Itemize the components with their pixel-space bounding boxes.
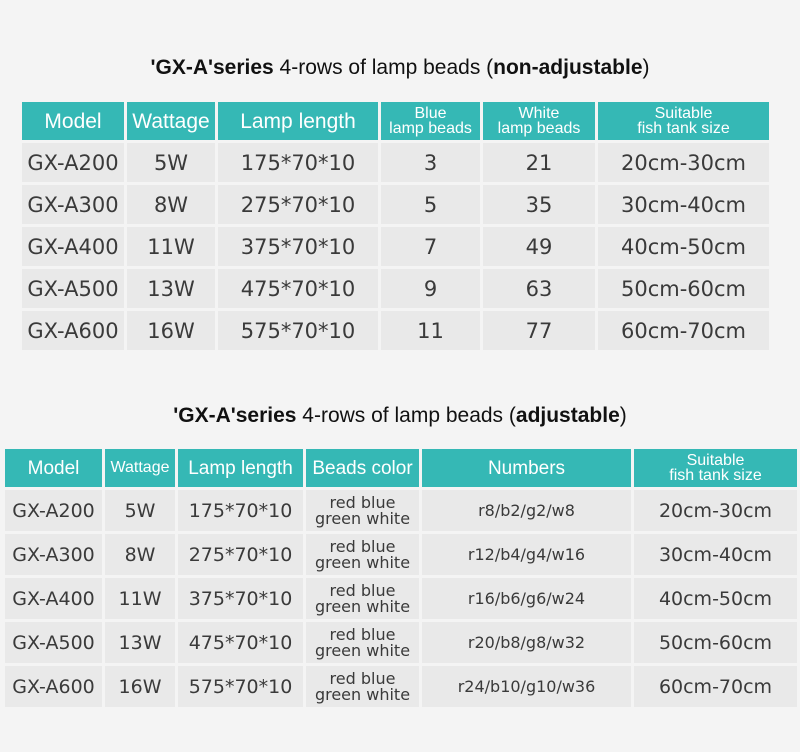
cell-length: 375*70*10 <box>178 578 303 619</box>
table-row <box>22 143 769 182</box>
cell-model: GX-A600 <box>5 666 102 707</box>
header-numbers: Numbers <box>422 449 631 487</box>
cell-model: GX-A300 <box>5 534 102 575</box>
header-beads-color: Beads color <box>306 449 419 487</box>
header-line: White <box>518 104 560 122</box>
table-row <box>5 622 797 663</box>
cell-white: 21 <box>483 143 595 182</box>
cell-length: 575*70*10 <box>218 311 378 350</box>
cell-tank: 60cm-70cm <box>634 666 797 707</box>
table-row <box>22 269 769 308</box>
cell-wattage: 16W <box>127 311 215 350</box>
table-row <box>22 185 769 224</box>
cell-tank: 40cm-50cm <box>634 578 797 619</box>
cell-tank: 30cm-40cm <box>634 534 797 575</box>
cell-beads-color <box>306 666 419 707</box>
table-header-row <box>5 449 797 487</box>
cell-tank: 50cm-60cm <box>598 269 769 308</box>
cell-tank: 60cm-70cm <box>598 311 769 350</box>
header-line: fish tank size <box>637 120 730 137</box>
header-line: Suitable <box>654 104 713 122</box>
header-lamp-length: Lamp length <box>218 102 378 140</box>
cell-blue: 11 <box>381 311 480 350</box>
cell-model: GX-A600 <box>22 311 124 350</box>
adjustable-spec-table <box>2 446 800 710</box>
cell-white: 35 <box>483 185 595 224</box>
title-middle: 4-rows of lamp beads ( <box>296 404 516 427</box>
table-row <box>5 666 797 707</box>
cell-white: 77 <box>483 311 595 350</box>
title-type: non-adjustable <box>493 56 643 79</box>
cell-length: 275*70*10 <box>178 534 303 575</box>
beads-line: green white <box>314 596 411 616</box>
cell-beads-color <box>306 578 419 619</box>
cell-length: 375*70*10 <box>218 227 378 266</box>
cell-tank: 50cm-60cm <box>634 622 797 663</box>
cell-numbers: r8/b2/g2/w8 <box>422 490 631 531</box>
cell-wattage: 11W <box>127 227 215 266</box>
cell-numbers: r12/b4/g4/w16 <box>422 534 631 575</box>
cell-numbers: r24/b10/g10/w36 <box>422 666 631 707</box>
table-row <box>22 227 769 266</box>
cell-white: 63 <box>483 269 595 308</box>
header-lamp-length: Lamp length <box>178 449 303 487</box>
cell-model: GX-A400 <box>5 578 102 619</box>
cell-numbers: r16/b6/g6/w24 <box>422 578 631 619</box>
table-row <box>22 311 769 350</box>
cell-tank: 20cm-30cm <box>598 143 769 182</box>
beads-line: red blue <box>329 537 396 557</box>
cell-model: GX-A200 <box>22 143 124 182</box>
title-middle: 4-rows of lamp beads ( <box>273 56 494 79</box>
beads-line: green white <box>314 640 411 660</box>
cell-length: 275*70*10 <box>218 185 378 224</box>
table-row <box>5 490 797 531</box>
header-model: Model <box>5 449 102 487</box>
cell-beads-color <box>306 534 419 575</box>
cell-tank: 40cm-50cm <box>598 227 769 266</box>
table-header-row <box>22 102 769 140</box>
cell-wattage: 11W <box>105 578 175 619</box>
cell-tank: 30cm-40cm <box>598 185 769 224</box>
cell-length: 475*70*10 <box>178 622 303 663</box>
title-type: adjustable <box>515 404 620 427</box>
header-line: Blue <box>414 104 447 122</box>
cell-length: 175*70*10 <box>178 490 303 531</box>
cell-numbers: r20/b8/g8/w32 <box>422 622 631 663</box>
beads-line: red blue <box>329 493 396 513</box>
cell-length: 575*70*10 <box>178 666 303 707</box>
header-wattage: Wattage <box>127 102 215 140</box>
title-end: ) <box>619 404 627 427</box>
header-tank-size <box>634 449 797 487</box>
beads-line: red blue <box>329 625 396 645</box>
non-adjustable-series-title <box>0 56 800 80</box>
cell-model: GX-A500 <box>5 622 102 663</box>
table-row <box>5 578 797 619</box>
beads-line: red blue <box>329 581 396 601</box>
header-wattage: Wattage <box>105 449 175 487</box>
cell-model: GX-A500 <box>22 269 124 308</box>
cell-wattage: 16W <box>105 666 175 707</box>
adjustable-series-title <box>0 404 800 428</box>
cell-blue: 9 <box>381 269 480 308</box>
cell-wattage: 8W <box>105 534 175 575</box>
cell-wattage: 13W <box>105 622 175 663</box>
cell-model: GX-A400 <box>22 227 124 266</box>
table-row <box>5 534 797 575</box>
beads-line: green white <box>314 552 411 572</box>
cell-tank: 20cm-30cm <box>634 490 797 531</box>
title-end: ) <box>642 56 650 79</box>
non-adjustable-spec-table <box>19 99 772 353</box>
beads-line: green white <box>314 508 411 528</box>
cell-beads-color <box>306 622 419 663</box>
series-name: 'GX-A'series <box>150 56 274 79</box>
cell-blue: 7 <box>381 227 480 266</box>
cell-beads-color <box>306 490 419 531</box>
beads-line: red blue <box>329 669 396 689</box>
cell-model: GX-A200 <box>5 490 102 531</box>
cell-wattage: 5W <box>105 490 175 531</box>
header-line: lamp beads <box>497 120 581 137</box>
cell-blue: 3 <box>381 143 480 182</box>
header-tank-size <box>598 102 769 140</box>
header-line: fish tank size <box>669 467 762 484</box>
cell-wattage: 5W <box>127 143 215 182</box>
header-line: Suitable <box>686 451 745 469</box>
series-name: 'GX-A'series <box>173 404 297 427</box>
header-blue-lamp-beads <box>381 102 480 140</box>
cell-wattage: 8W <box>127 185 215 224</box>
cell-blue: 5 <box>381 185 480 224</box>
cell-model: GX-A300 <box>22 185 124 224</box>
cell-wattage: 13W <box>127 269 215 308</box>
cell-white: 49 <box>483 227 595 266</box>
cell-length: 475*70*10 <box>218 269 378 308</box>
header-model: Model <box>22 102 124 140</box>
cell-length: 175*70*10 <box>218 143 378 182</box>
header-line: lamp beads <box>389 120 472 137</box>
header-white-lamp-beads <box>483 102 595 140</box>
beads-line: green white <box>314 684 411 704</box>
